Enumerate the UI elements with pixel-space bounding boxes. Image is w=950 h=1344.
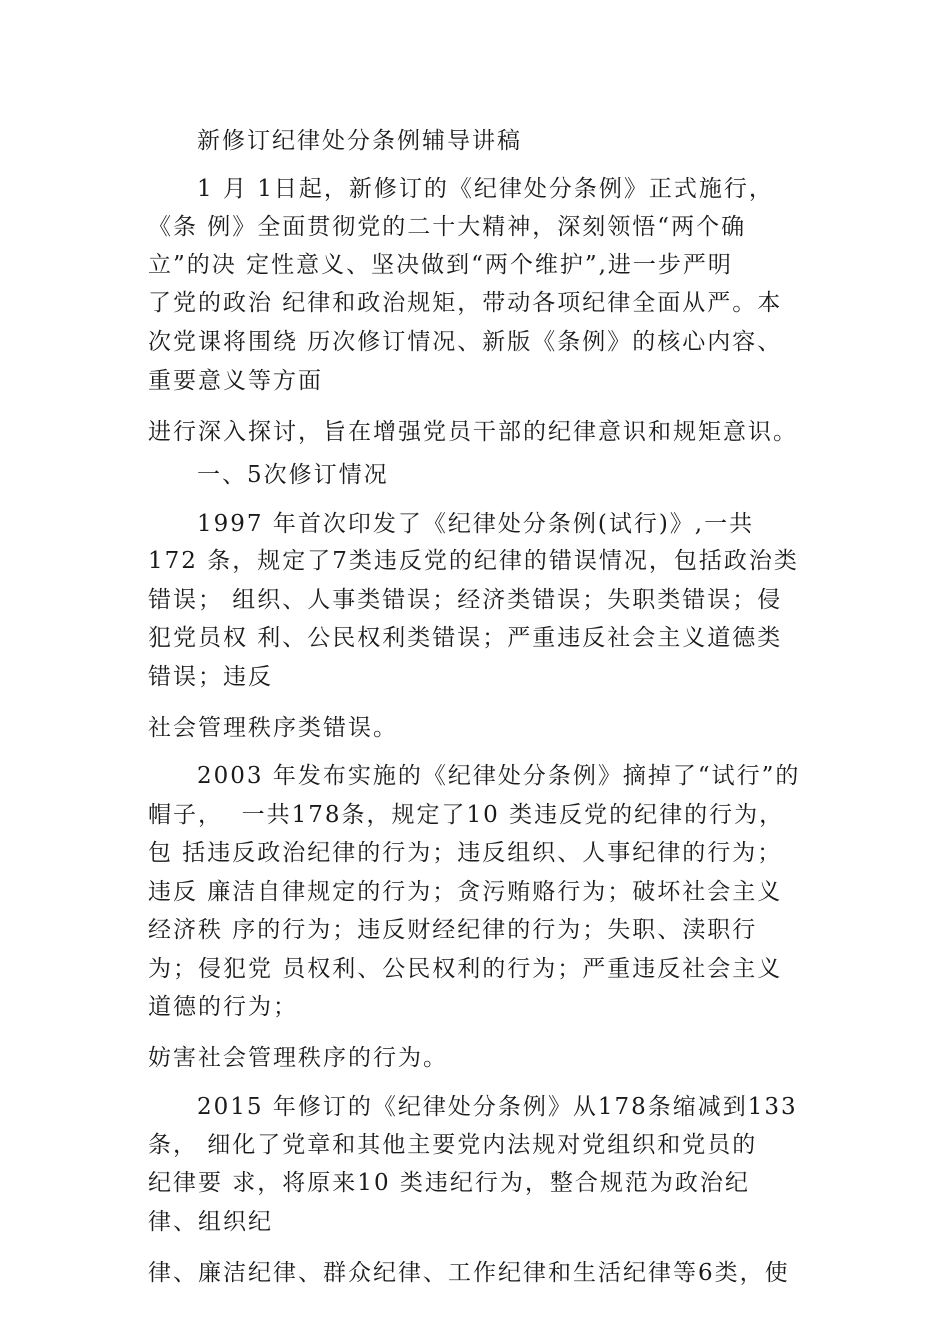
section-heading: 一、5次修订情况	[197, 462, 389, 488]
paragraph-line: 包 括违反政治纪律的行为；违反组织、人事纪律的行为；	[148, 840, 783, 866]
paragraph-line: 经济秩 序的行为；违反财经纪律的行为；失职、渎职行	[148, 917, 758, 943]
paragraph-line: 2015 年修订的《纪律处分条例》从178条缩减到133	[197, 1094, 798, 1120]
paragraph-line: 违反 廉洁自律规定的行为；贪污贿赂行为；破坏社会主义	[148, 879, 783, 905]
paragraph-line: 错误； 组织、人事类错误；经济类错误；失职类错误；侵	[148, 587, 783, 613]
paragraph-line: 帽子， 一共178条，规定了10 类违反党的纪律的行为，	[148, 802, 785, 828]
paragraph-line: 律、廉洁纪律、群众纪律、工作纪律和生活纪律等6类，使	[148, 1260, 790, 1286]
document-title: 新修订纪律处分条例辅导讲稿	[197, 128, 522, 154]
paragraph-line: 2003 年发布实施的《纪律处分条例》摘掉了“试行”的	[197, 763, 801, 789]
paragraph-line: 社会管理秩序类错误。	[148, 715, 398, 741]
paragraph-line: 犯党员权 利、公民权利类错误；严重违反社会主义道德类	[148, 625, 783, 651]
paragraph-line: 纪律要 求，将原来10 类违纪行为，整合规范为政治纪	[148, 1170, 750, 1196]
paragraph-line: 条， 细化了党章和其他主要党内法规对党组织和党员的	[148, 1132, 758, 1158]
paragraph-line: 错误；违反	[148, 664, 273, 690]
paragraph-line: 1 月 1日起，新修订的《纪律处分条例》正式施行，	[197, 176, 774, 202]
paragraph-line: 了党的政治 纪律和政治规矩，带动各项纪律全面从严。本	[148, 290, 783, 316]
paragraph-line: 为；侵犯党 员权利、公民权利的行为；严重违反社会主义	[148, 956, 783, 982]
paragraph-line: 172 条，规定了7类违反党的纪律的错误情况，包括政治类	[148, 548, 799, 574]
paragraph-line: 1997 年首次印发了《纪律处分条例(试行)》,一共	[197, 511, 755, 537]
paragraph-line: 重要意义等方面	[148, 368, 323, 394]
paragraph-line: 道德的行为；	[148, 994, 298, 1020]
paragraph-line: 立”的决 定性意义、坚决做到“两个维护”,进一步严明	[148, 252, 733, 278]
paragraph-line: 律、组织纪	[148, 1209, 273, 1235]
paragraph-line: 次党课将围绕 历次修订情况、新版《条例》的核心内容、	[148, 329, 783, 355]
paragraph-line: 进行深入探讨，旨在增强党员干部的纪律意识和规矩意识。	[148, 419, 798, 445]
paragraph-line: 《条 例》全面贯彻党的二十大精神，深刻领悟“两个确	[148, 214, 747, 240]
paragraph-line: 妨害社会管理秩序的行为。	[148, 1045, 448, 1071]
